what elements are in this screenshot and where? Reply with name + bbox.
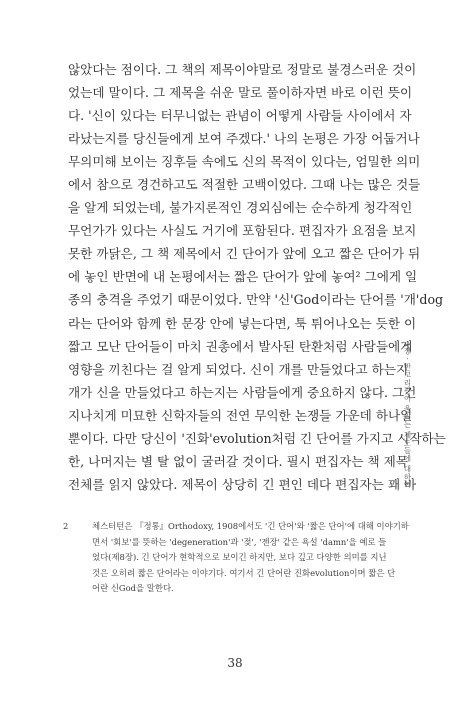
- body-line: 영향을 끼친다는 걸 알게 되었다. 신이 개를 만들었다고 하는지: [68, 361, 409, 377]
- body-line: 개가 신을 만들었다고 하는지는 사람들에게 중요하지 않다. 그건: [68, 384, 417, 400]
- footnote-line: 것은 오히려 짧은 단어라는 이야기다. 여기서 긴 단어란 진화evolution이며 짧은 단: [92, 567, 396, 578]
- body-line: 었는데 말이다. 그 제목을 쉬운 말로 풀이하자면 바로 이런 뜻이: [68, 85, 413, 101]
- footnote-number: 2: [63, 521, 69, 531]
- body-line: 무의미해 보이는 징후들 속에도 신의 목적이 있다는, 엄밀한 의미: [68, 154, 421, 170]
- body-line: 않았다는 점이다. 그 책의 제목이야말로 정말로 불경스러운 것이: [68, 62, 417, 77]
- body-line: 못한 까닭은, 그 책 제목에서 긴 단어가 앞에 오고 짧은 단어가 뒤: [68, 246, 421, 262]
- body-line: 종의 충격을 주었기 때문이었다. 만약 '신'God이라는 단어를 '개'dog: [68, 292, 444, 308]
- body-line: 을 알게 되었는데, 불가지론적인 경외심에는 순수하게 청각적인: [68, 200, 413, 216]
- running-head: 1장 · 반고리관이 울리는 제도들에 대하여: [403, 342, 412, 489]
- body-line: 다. '신이 있다는 터무니없는 관념이 어떻게 사람들 사이에서 자: [68, 108, 412, 124]
- body-line: 무언가가 있다는 사실도 거기에 포함된다. 편집자가 요점을 보지: [68, 223, 417, 239]
- footnote-line: 었다(제8장). 긴 단어가 현학적으로 보이긴 하지만, 보다 깊고 다양한 의미를 지닌: [92, 552, 387, 562]
- footnote-text: [92, 519, 409, 597]
- footnote-line: 체스터턴은 『정통』Orthodoxy, 1908에서도 '긴 단어'와 '짧은 단어'에 대해 이야기하: [92, 521, 409, 531]
- body-line: 라는 단어와 함께 한 문장 안에 넣는다면, 툭 튀어나오는 듯한 이: [68, 315, 417, 331]
- body-line: 전체를 읽지 않았다. 제목이 상당히 긴 편인 데다 편집자는 꽤 바: [68, 476, 417, 492]
- body-line: 지나치게 미묘한 신학자들의 전연 무익한 논쟁들 가운데 하나일: [68, 407, 413, 423]
- footnote-line: 면서 '회보'를 뜻하는 'degeneration'과 '젖', '젠장' 같은 욕설 'damn'을 예로 들: [92, 536, 387, 547]
- page-number: 38: [227, 656, 243, 670]
- body-line: 에서 참으로 경건하고도 적절한 고백이었다. 그때 나는 많은 것들: [68, 177, 421, 193]
- body-line: 짧고 모난 단어들이 마치 권총에서 발사된 탄환처럼 사람들에게: [68, 338, 413, 354]
- body-line: 뿐이다. 다만 당신이 '진화'evolution처럼 긴 단어를 가지고 시작하는: [68, 430, 446, 446]
- footnote-line: 어란 신God을 말한다.: [92, 583, 174, 593]
- body-line: 에 놓인 반면에 내 논평에서는 짧은 단어가 앞에 놓여² 그에게 일: [68, 269, 418, 285]
- body-line: 한, 나머지는 별 탈 없이 굴러갈 것이다. 필시 편집자는 책 제목: [68, 453, 409, 469]
- body-line: 라났는지를 당신들에게 보여 주겠다.' 나의 논평은 가장 어둡거나: [68, 131, 420, 147]
